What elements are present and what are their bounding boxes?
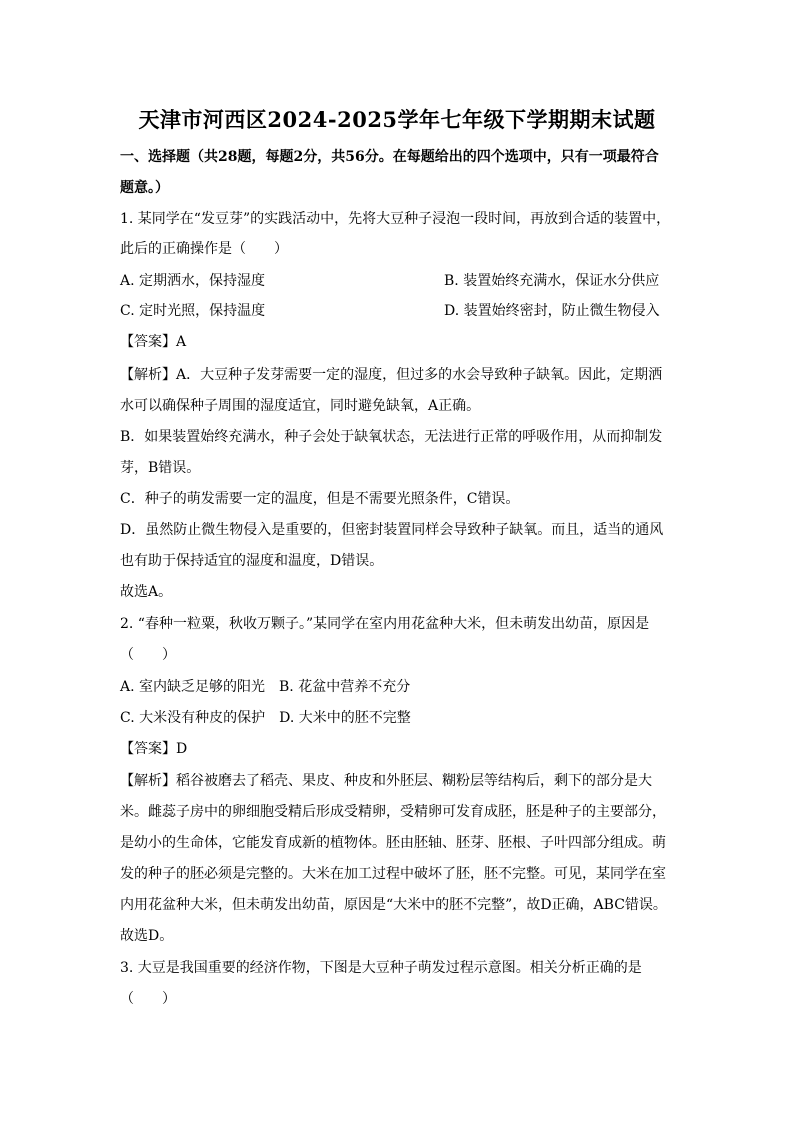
q2-analysis-5: 内用花盆种大米，但未萌发出幼苗，原因是“大米中的胚不完整”，故D正确，ABC错误。 xyxy=(120,897,667,913)
q2-options-ab: A. 室内缺乏足够的阳光 B. 花盆中营养不充分 xyxy=(120,679,411,695)
q2-analysis-4: 发的种子的胚必须是完整的。大米在加工过程中破坏了胚，胚不完整。可见，某同学在室 xyxy=(120,866,666,882)
q2-answer: 【答案】D xyxy=(120,741,188,757)
q1-conclusion: 故选A。 xyxy=(120,584,173,600)
q1-analysis-2: 水可以确保种子周围的湿度适宜，同时避免缺氧，A正确。 xyxy=(120,398,481,414)
q2-analysis-1: 【解析】稻谷被磨去了稻壳、果皮、种皮和外胚层、糊粉层等结构后，剩下的部分是大 xyxy=(120,773,652,789)
q1-analysis-1: 【解析】A．大豆种子发芽需要一定的湿度，但过多的水会导致种子缺氧。因此，定期洒 xyxy=(120,367,663,383)
q1-analysis-5: C．种子的萌发需要一定的温度，但是不需要光照条件，C错误。 xyxy=(120,491,520,507)
q1-option-c: C. 定时光照，保持温度 xyxy=(120,303,266,319)
q1-stem-cont: 此后的正确操作是（ ） xyxy=(120,241,288,257)
q3-stem: 3. 大豆是我国重要的经济作物，下图是大豆种子萌发过程示意图。相关分析正确的是 xyxy=(120,960,642,976)
q1-answer: 【答案】A xyxy=(120,334,187,350)
q1-analysis-7: 也有助于保持适宜的湿度和温度，D错误。 xyxy=(120,553,384,569)
q2-stem: 2. “春种一粒粟，秋收万颗子。”某同学在室内用花盆种大米，但未萌发出幼苗，原因是 xyxy=(120,616,650,632)
q1-analysis-3: B．如果装置始终充满水，种子会处于缺氧状态，无法进行正常的呼吸作用，从而抑制发 xyxy=(120,429,663,445)
q1-option-b: B. 装置始终充满水，保证水分供应 xyxy=(444,273,660,289)
section-heading: 一、选择题（共28题，每题2分，共56分。在每题给出的四个选项中，只有一项最符合 xyxy=(120,149,659,165)
q2-conclusion: 故选D。 xyxy=(120,928,174,944)
document-title: 天津市河西区2024-2025学年七年级下学期期末试题 xyxy=(138,107,656,132)
q1-analysis-4: 芽，B错误。 xyxy=(120,460,201,476)
q2-analysis-2: 米。雌蕊子房中的卵细胞受精后形成受精卵，受精卵可发育成胚，胚是种子的主要部分， xyxy=(120,804,666,820)
q1-option-a: A. 定期洒水，保持湿度 xyxy=(120,273,266,289)
section-heading-cont: 题意。） xyxy=(120,180,169,196)
q2-options-cd: C. 大米没有种皮的保护 D. 大米中的胚不完整 xyxy=(120,710,411,726)
q3-stem-cont: （ ） xyxy=(120,991,176,1007)
q1-option-d: D. 装置始终密封，防止微生物侵入 xyxy=(444,303,660,319)
q2-stem-cont: （ ） xyxy=(120,647,176,663)
q2-analysis-3: 是幼小的生命体，它能发育成新的植物体。胚由胚轴、胚芽、胚根、子叶四部分组成。萌 xyxy=(120,835,666,851)
q1-analysis-6: D．虽然防止微生物侵入是重要的，但密封装置同样会导致种子缺氧。而且，适当的通风 xyxy=(120,522,664,538)
q1-stem: 1. 某同学在“发豆芽”的实践活动中，先将大豆种子浸泡一段时间，再放到合适的装置中， xyxy=(120,211,671,227)
